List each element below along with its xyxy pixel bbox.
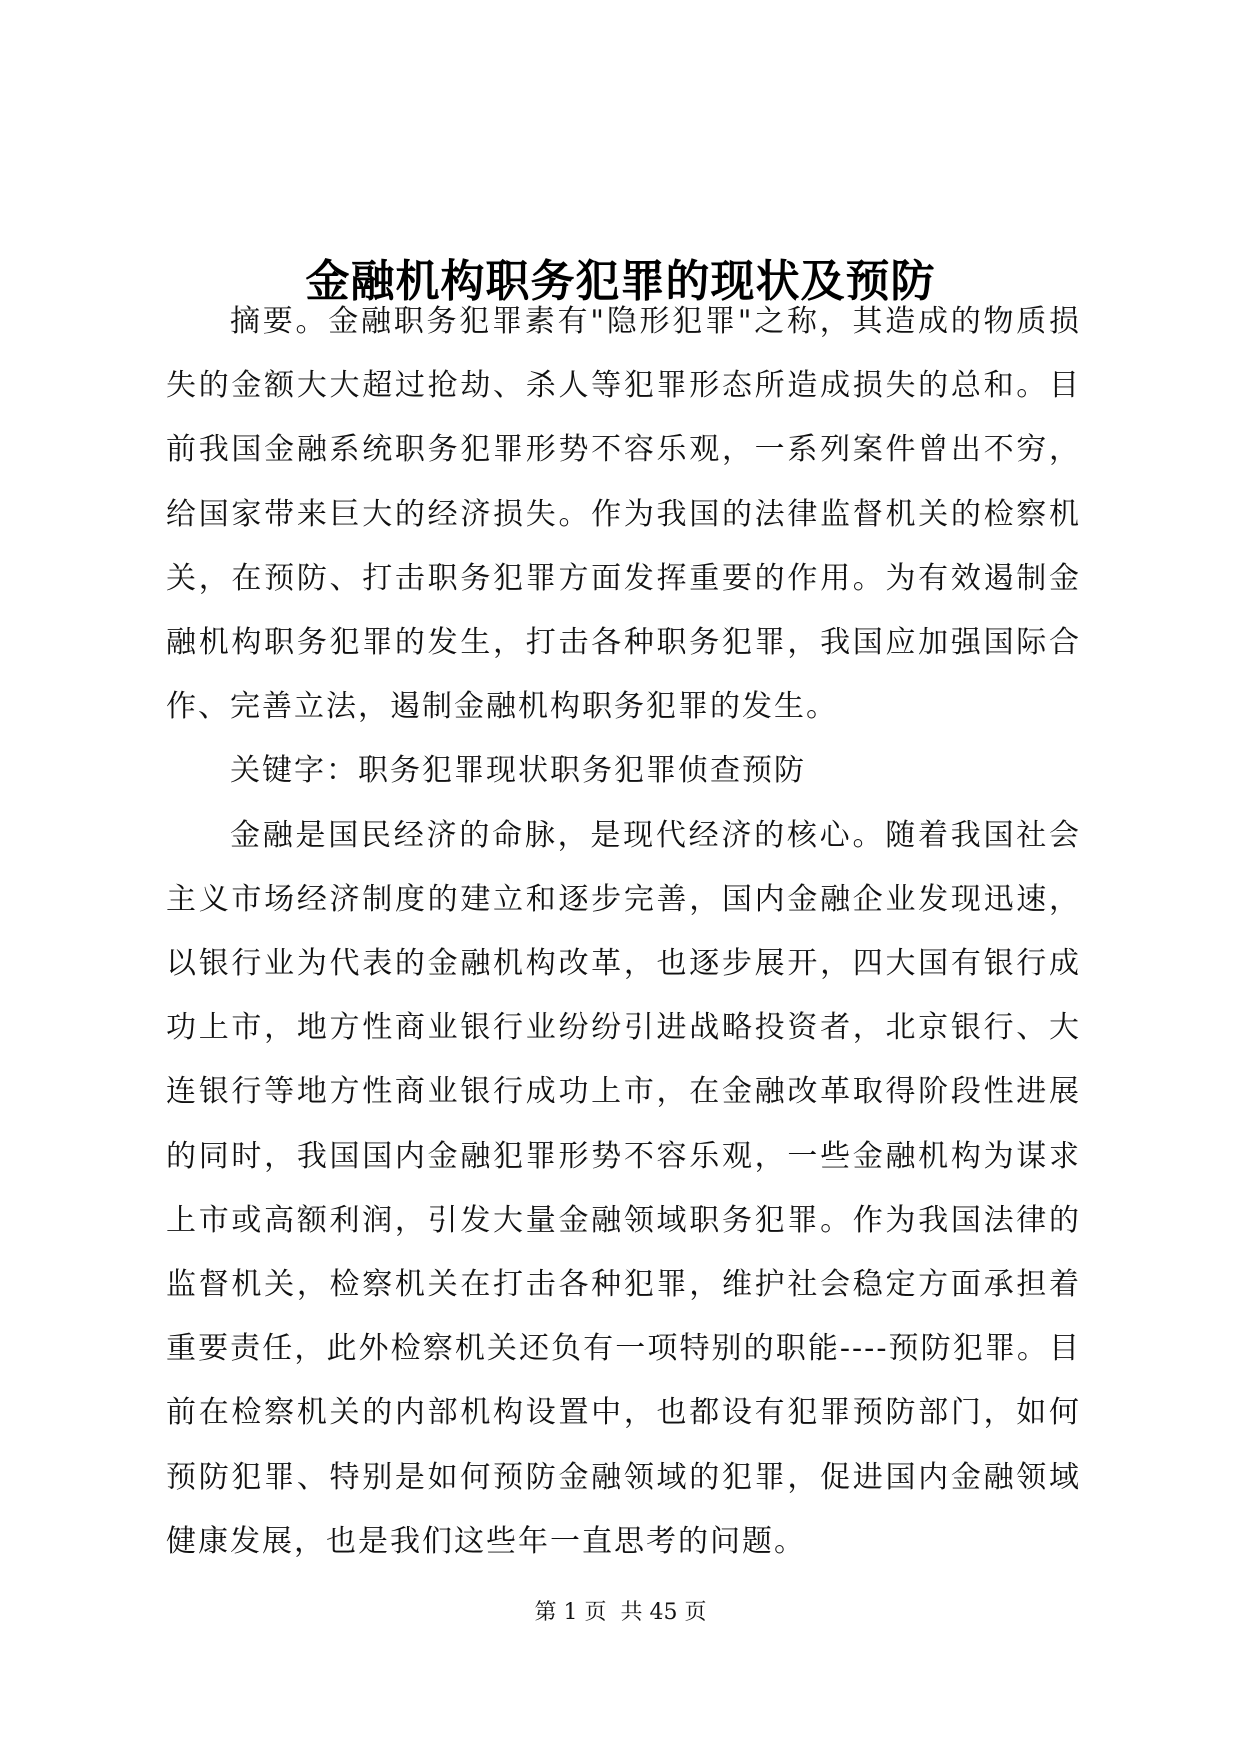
abstract-paragraph: 摘要。金融职务犯罪素有"隐形犯罪"之称，其造成的物质损失的金额大大超过抢劫、杀人等犯罪形态所造成损失的总和。目前我国金融系统职务犯罪形势不容乐观，一系列案件曾出不穷，给国家带来巨大的经济损失。作为我国的法律监督机关的检察机关，在预防、打击职务犯罪方面发挥重要的作用。为有效遏制金融机构职务犯罪的发生，打击各种职务犯罪，我国应加强国际合作、完善立法，遏制金融机构职务犯罪的发生。 (166, 304, 1081, 725)
keywords-paragraph: 关键字：职务犯罪现状职务犯罪侦查预防 (230, 753, 806, 789)
document-title: 金融机构职务犯罪的现状及预防 (305, 256, 936, 308)
intro-paragraph: 金融是国民经济的命脉，是现代经济的核心。随着我国社会主义市场经济制度的建立和逐步完善，国内金融企业发现迅速，以银行业为代表的金融机构改革，也逐步展开，四大国有银行成功上市，地方性商业银行业纷纷引进战略投资者，北京银行、大连银行等地方性商业银行成功上市，在金融改革取得阶段性进展的同时，我国国内金融犯罪形势不容乐观，一些金融机构为谋求上市或高额利润，引发大量金融领域职务犯罪。作为我国法律的监督机关，检察机关在打击各种犯罪，维护社会稳定方面承担着重要责任，此外检察机关还负有一项特别的职能----预防犯罪。目前在检察机关的内部机构设置中，也都设有犯罪预防部门，如何预防犯罪、特别是如何预防金融领域的犯罪，促进国内金融领域健康发展，也是我们这些年一直思考的问题。 (166, 817, 1081, 1559)
document-body (166, 290, 1081, 1574)
page-footer (0, 1598, 1241, 1628)
page-number: 第 1 页 (534, 1600, 607, 1625)
page-total: 共 45 页 (620, 1600, 707, 1625)
